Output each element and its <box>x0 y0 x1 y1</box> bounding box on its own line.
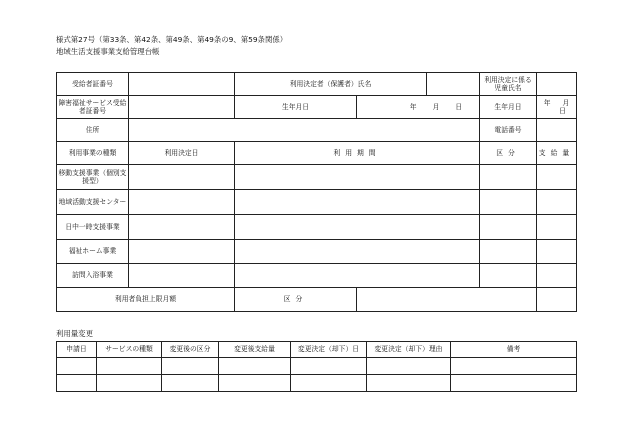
child-dob-label: 生年月日 <box>480 96 537 119</box>
service-type-label: 訪問入浴事業 <box>57 264 129 288</box>
recipient-id-value[interactable] <box>129 73 235 96</box>
copay-category-value[interactable] <box>357 288 537 312</box>
change-cell[interactable] <box>451 358 577 375</box>
service-row <box>57 215 577 240</box>
service-type-label: 地域活動支援センター <box>57 190 129 215</box>
col-category: 区分 <box>480 142 537 165</box>
change-cell[interactable] <box>291 358 367 375</box>
child-name-value[interactable] <box>537 73 577 96</box>
amount-cell[interactable] <box>537 165 577 190</box>
service-type-label: 移動支援事業（個別支援型） <box>57 165 129 190</box>
ledger-table <box>56 72 577 312</box>
child-dob-value[interactable] <box>537 96 577 119</box>
change-cell[interactable] <box>219 375 291 392</box>
copay-amount-value[interactable] <box>537 288 577 312</box>
guardian-dob-label: 生年月日 <box>235 96 357 119</box>
ledger-row-address <box>57 119 577 142</box>
phone-label: 電話番号 <box>480 119 537 142</box>
ledger-column-headers <box>57 142 577 165</box>
change-cell[interactable] <box>367 358 451 375</box>
ledger-row-dob <box>57 96 577 119</box>
month-label: 月 <box>432 102 440 111</box>
change-section-title: 利用量変更 <box>56 329 93 338</box>
category-cell[interactable] <box>480 215 537 240</box>
month-label: 月 <box>562 98 570 107</box>
period-cell[interactable] <box>235 165 480 190</box>
change-cell[interactable] <box>57 375 97 392</box>
form-title: 地域生活支援事業支給管理台帳 <box>56 47 160 56</box>
change-col-apply-date: 申請日 <box>57 342 97 358</box>
col-period: 利用期間 <box>235 142 480 165</box>
category-cell[interactable] <box>480 240 537 264</box>
change-cell[interactable] <box>219 358 291 375</box>
decision-date-cell[interactable] <box>129 165 235 190</box>
period-cell[interactable] <box>235 215 480 240</box>
ledger-row-ids <box>57 73 577 96</box>
service-row <box>57 240 577 264</box>
period-cell[interactable] <box>235 264 480 288</box>
service-row <box>57 264 577 288</box>
year-label: 年 <box>409 102 417 111</box>
change-cell[interactable] <box>162 358 219 375</box>
form-number: 様式第27号（第33条、第42条、第49条、第49条の9、第59条関係） <box>56 35 288 44</box>
change-col-new-amount: 変更後支給量 <box>219 342 291 358</box>
decision-date-cell[interactable] <box>129 264 235 288</box>
change-row <box>57 358 577 375</box>
change-cell[interactable] <box>57 358 97 375</box>
change-cell[interactable] <box>97 375 162 392</box>
service-type-label: 日中一時支援事業 <box>57 215 129 240</box>
decision-date-cell[interactable] <box>129 215 235 240</box>
change-cell[interactable] <box>162 375 219 392</box>
change-col-new-category: 変更後の区分 <box>162 342 219 358</box>
decision-date-cell[interactable] <box>129 240 235 264</box>
copay-category-label: 区分 <box>235 288 357 312</box>
amount-cell[interactable] <box>537 190 577 215</box>
recipient-id-label: 受給者証番号 <box>57 73 129 96</box>
service-row <box>57 190 577 215</box>
col-service-type: 利用事業の種類 <box>57 142 129 165</box>
day-label: 日 <box>455 102 463 111</box>
guardian-name-value[interactable] <box>427 73 480 96</box>
amount-cell[interactable] <box>537 215 577 240</box>
change-col-remarks: 備考 <box>451 342 577 358</box>
child-name-label: 利用決定に係る児童氏名 <box>480 73 537 96</box>
phone-value[interactable] <box>537 119 577 142</box>
change-cell[interactable] <box>451 375 577 392</box>
address-label: 住所 <box>57 119 129 142</box>
change-column-headers <box>57 342 577 358</box>
category-cell[interactable] <box>480 165 537 190</box>
service-type-label: 福祉ホーム事業 <box>57 240 129 264</box>
period-cell[interactable] <box>235 190 480 215</box>
copay-label: 利用者負担上限月額 <box>57 288 235 312</box>
change-cell[interactable] <box>367 375 451 392</box>
guardian-name-label: 利用決定者（保護者）氏名 <box>235 73 427 96</box>
category-cell[interactable] <box>480 264 537 288</box>
change-cell[interactable] <box>291 375 367 392</box>
address-value[interactable] <box>129 119 480 142</box>
service-row <box>57 165 577 190</box>
copay-row <box>57 288 577 312</box>
year-label: 年 <box>543 98 551 107</box>
change-cell[interactable] <box>97 358 162 375</box>
change-col-service-type: サービスの種類 <box>97 342 162 358</box>
disability-id-value[interactable] <box>129 96 235 119</box>
change-col-decision-date: 変更決定（却下）日 <box>291 342 367 358</box>
change-row <box>57 375 577 392</box>
col-decision-date: 利用決定日 <box>129 142 235 165</box>
change-col-decision-reason: 変更決定（却下）理由 <box>367 342 451 358</box>
decision-date-cell[interactable] <box>129 190 235 215</box>
amount-cell[interactable] <box>537 240 577 264</box>
col-amount: 支給量 <box>537 142 577 165</box>
category-cell[interactable] <box>480 190 537 215</box>
day-label: 日 <box>559 107 566 115</box>
period-cell[interactable] <box>235 240 480 264</box>
amount-cell[interactable] <box>537 264 577 288</box>
change-table <box>56 341 577 392</box>
disability-id-label: 障害福祉サービス受給者証番号 <box>57 96 129 119</box>
guardian-dob-value[interactable] <box>357 96 480 119</box>
